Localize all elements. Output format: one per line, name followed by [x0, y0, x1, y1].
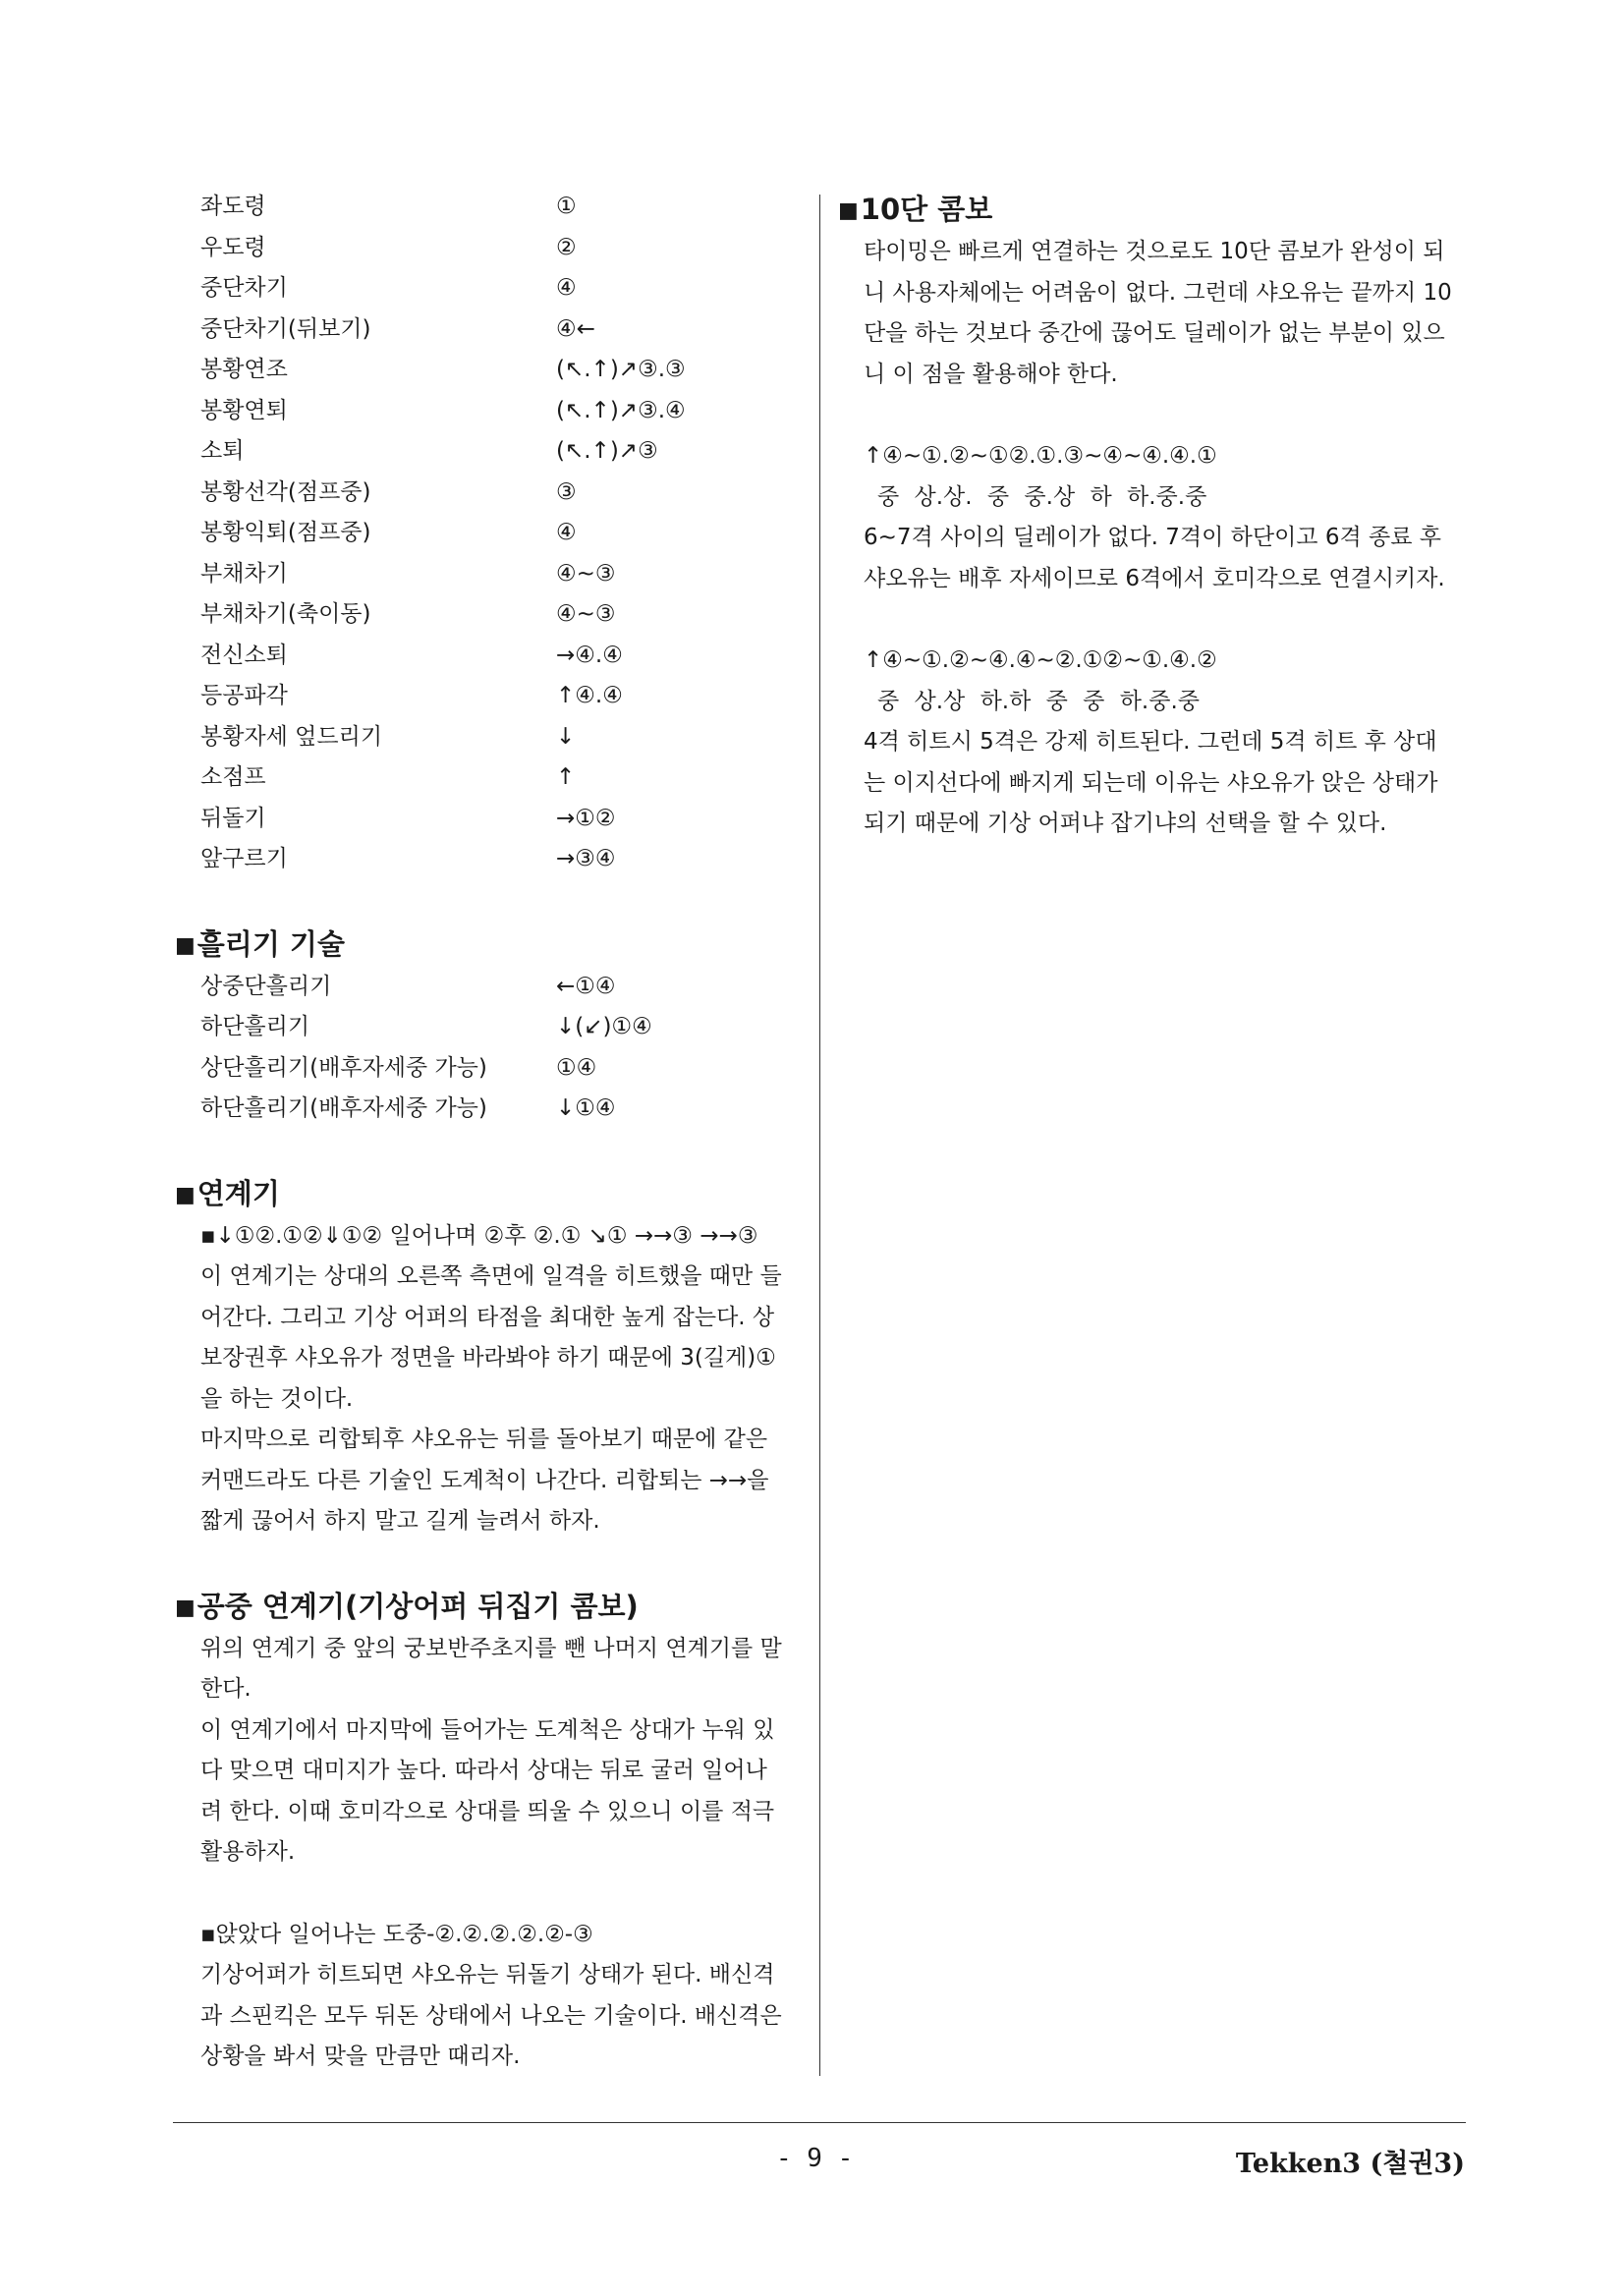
- move-row: [175, 636, 804, 677]
- move-row: [175, 391, 804, 432]
- ten-hit-combo-command-2: ↑④~①.②~④.④~②.①②~①.④.②: [864, 647, 1217, 673]
- move-command: ↑④.④: [556, 683, 623, 708]
- column-divider: [819, 195, 820, 2076]
- footer-rule: [173, 2122, 1466, 2123]
- ten-hit-combo-levels-2: 중 상.상 하.하 중 중 하.중.중: [877, 688, 1200, 714]
- move-row: [175, 757, 804, 799]
- combo-command-line: ▪↓①②.①②⇓①② 일어나며 ②후 ②.① ↘① →→③ →→③: [200, 1222, 758, 1249]
- move-row: [175, 1007, 804, 1048]
- move-row: [175, 1048, 804, 1090]
- move-command: →④.④: [556, 642, 623, 668]
- text-line: 타이밍은 빠르게 연결하는 것으로도 10단 콤보가 완성이 되: [864, 239, 1445, 264]
- ten-hit-combo-command-1: ↑④~①.②~①②.①.③~④~④.④.①: [864, 443, 1217, 469]
- move-command: ①: [556, 194, 577, 219]
- move-row: [175, 676, 804, 717]
- move-command: ④: [556, 520, 577, 545]
- move-row: [175, 554, 804, 595]
- right-column: [838, 187, 1467, 845]
- text-line: 한다.: [200, 1676, 252, 1702]
- move-command: ↓①④: [556, 1095, 616, 1121]
- move-row: [175, 350, 804, 391]
- move-name: 등공파각: [200, 683, 288, 708]
- move-row: [175, 431, 804, 473]
- move-command: ④←: [556, 315, 595, 342]
- text-line: 짧게 끊어서 하지 말고 길게 늘려서 하자.: [200, 1508, 600, 1534]
- move-name: 전신소퇴: [200, 642, 288, 668]
- move-row: [175, 268, 804, 309]
- move-name: 좌도령: [200, 194, 266, 219]
- move-name: 뒤돌기: [200, 805, 266, 831]
- ten-hit-combo-description: [838, 232, 1467, 395]
- text-line: 마지막으로 리합퇴후 샤오유는 뒤를 돌아보기 때문에 같은: [200, 1427, 768, 1452]
- footer-title: Tekken3 (철권3): [1235, 2149, 1465, 2179]
- ten-hit-combo-levels-1: 중 상.상. 중 중.상 하 하.중.중: [877, 483, 1207, 510]
- move-name: 부채차기(축이동): [200, 601, 371, 627]
- text-line: 니 사용자체에는 어려움이 없다. 그런데 샤오유는 끝까지 10: [864, 279, 1452, 306]
- move-row: [175, 513, 804, 554]
- parry-section-title: ■흘리기 기술: [175, 926, 345, 961]
- move-name: 앞구르기: [200, 846, 288, 871]
- air-combo-description: [175, 1629, 804, 1874]
- text-line: 6~7격 사이의 딜레이가 없다. 7격이 하단이고 6격 종료 후: [864, 525, 1441, 550]
- move-row: [175, 717, 804, 758]
- move-command: →①②: [556, 805, 616, 831]
- move-name: 봉황연퇴: [200, 397, 288, 423]
- text-line: 위의 연계기 중 앞의 궁보반주초지를 뺀 나머지 연계기를 말: [200, 1635, 782, 1661]
- text-line: 다 맞으면 대미지가 높다. 따라서 상대는 뒤로 굴러 일어나: [200, 1758, 767, 1783]
- move-row: [175, 309, 804, 351]
- move-command: →③④: [556, 846, 616, 871]
- move-command: ↑: [556, 764, 576, 790]
- text-line: 이 연계기는 상대의 오른쪽 측면에 일격을 히트했을 때만 들: [200, 1263, 782, 1289]
- text-line: 니 이 점을 활용해야 한다.: [864, 361, 1118, 387]
- ten-hit-combo-title: ■10단 콤보: [838, 193, 993, 226]
- move-name: 봉황선각(점프중): [200, 478, 371, 505]
- move-name: 상단흘리기(배후자세중 가능): [200, 1054, 487, 1081]
- move-row: [175, 839, 804, 880]
- move-name: 봉황자세 엎드리기: [200, 723, 383, 750]
- left-column: [175, 187, 804, 2078]
- ten-hit-combo-note-2: [838, 722, 1467, 845]
- ten-hit-combo-note-1: [838, 518, 1467, 599]
- move-name: 상중단흘리기: [200, 973, 332, 999]
- move-row: [175, 473, 804, 514]
- move-command: (↖.↑)↗③.④: [556, 397, 686, 423]
- move-name: 소퇴: [200, 438, 245, 464]
- move-row: [175, 594, 804, 636]
- air-combo-command-line: ▪앉았다 일어나는 도중-②.②.②.②.②-③: [200, 1921, 593, 1947]
- move-name: 우도령: [200, 234, 266, 260]
- text-line: 이 연계기에서 마지막에 들어가는 도계척은 상대가 누워 있: [200, 1716, 775, 1743]
- page-number: - 9 -: [776, 2144, 854, 2173]
- text-line: 샤오유는 배후 자세이므로 6격에서 호미각으로 연결시키자.: [864, 565, 1445, 591]
- move-list: [175, 187, 804, 880]
- text-line: 커맨드라도 다른 기술인 도계척이 나간다. 리합퇴는 →→을: [200, 1467, 769, 1493]
- move-row: [175, 228, 804, 269]
- combo-description: [175, 1257, 804, 1542]
- text-line: 단을 하는 것보다 중간에 끊어도 딜레이가 없는 부분이 있으: [864, 320, 1445, 346]
- air-combo-note: [175, 1955, 804, 2078]
- move-command: ②: [556, 234, 577, 260]
- move-row: [175, 967, 804, 1008]
- move-command: ①④: [556, 1054, 597, 1081]
- move-command: (↖.↑)↗③.③: [556, 357, 686, 382]
- move-command: ↓: [556, 723, 576, 750]
- text-line: 을 하는 것이다.: [200, 1385, 354, 1412]
- text-line: 되기 때문에 기상 어퍼냐 잡기냐의 선택을 할 수 있다.: [864, 811, 1387, 836]
- move-name: 부채차기: [200, 560, 288, 587]
- move-command: ④~③: [556, 601, 616, 627]
- move-command: ④: [556, 275, 577, 301]
- text-line: 활용하자.: [200, 1839, 296, 1865]
- move-command: ↓(↙)①④: [556, 1014, 652, 1039]
- move-command: (↖.↑)↗③: [556, 438, 658, 464]
- move-name: 하단흘리기(배후자세중 가능): [200, 1095, 487, 1121]
- move-name: 중단차기: [200, 275, 288, 301]
- move-command: ④~③: [556, 560, 616, 587]
- text-line: 과 스핀킥은 모두 뒤돈 상태에서 나오는 기술이다. 배신격은: [200, 2002, 782, 2029]
- move-name: 중단차기(뒤보기): [200, 315, 371, 342]
- move-command: ③: [556, 478, 577, 505]
- text-line: 어간다. 그리고 기상 어퍼의 타점을 최대한 높게 잡는다. 상: [200, 1304, 775, 1330]
- move-row: [175, 187, 804, 228]
- move-command: ←①④: [556, 973, 616, 999]
- text-line: 기상어퍼가 히트되면 샤오유는 뒤돌기 상태가 된다. 배신격: [200, 1962, 775, 1988]
- move-row: [175, 1089, 804, 1130]
- text-line: 보장권후 샤오유가 정면을 바라봐야 하기 때문에 3(길게)①: [200, 1345, 776, 1371]
- move-name: 하단흘리기: [200, 1014, 310, 1039]
- move-name: 봉황연조: [200, 357, 288, 382]
- text-line: 려 한다. 이때 호미각으로 상대를 띄울 수 있으니 이를 적극: [200, 1798, 775, 1824]
- move-name: 소점프: [200, 764, 266, 790]
- text-line: 4격 히트시 5격은 강제 히트된다. 그런데 5격 히트 후 상대: [864, 729, 1437, 755]
- move-name: 봉황익퇴(점프중): [200, 520, 371, 545]
- air-combo-section-title: ■공중 연계기(기상어퍼 뒤집기 콤보): [175, 1589, 639, 1623]
- parry-list: [175, 967, 804, 1130]
- text-line: 는 이지선다에 빠지게 되는데 이유는 샤오유가 앉은 상태가: [864, 769, 1438, 796]
- text-line: 상황을 봐서 맞을 만큼만 때리자.: [200, 2044, 521, 2069]
- combo-section-title: ■연계기: [175, 1176, 280, 1210]
- move-row: [175, 799, 804, 840]
